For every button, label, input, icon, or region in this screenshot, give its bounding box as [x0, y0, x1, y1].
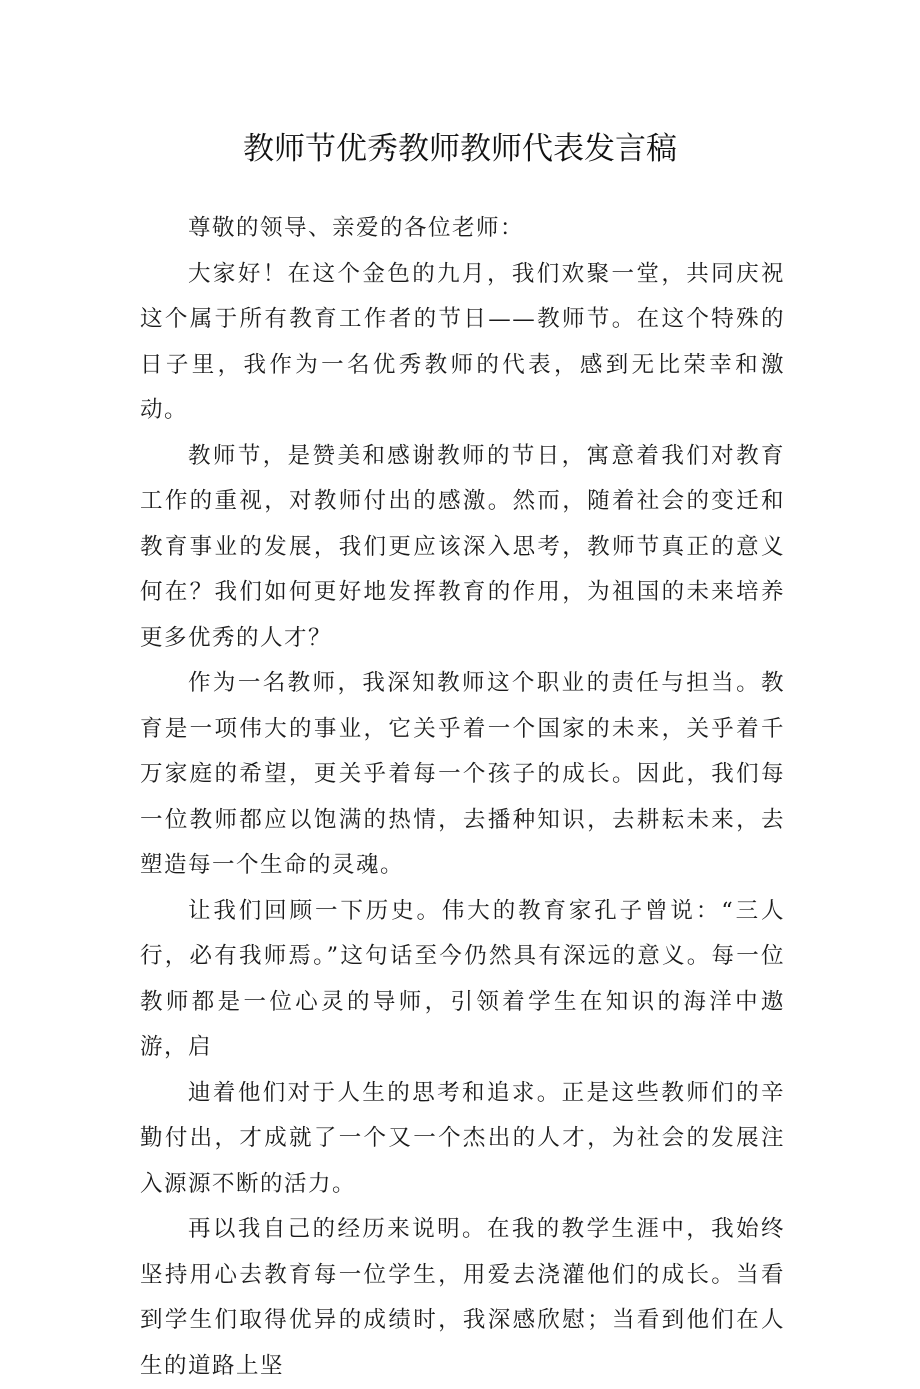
paragraph-history: 让我们回顾一下历史。伟大的教育家孔子曾说：“三人行，必有我师焉。”这句话至今仍然具有深远的意义。每一位教师都是一位心灵的导师，引领着学生在知识的海洋中遨游，启: [140, 897, 785, 1060]
paragraph-salutation: 尊敬的领导、亲爱的各位老师：: [188, 215, 525, 241]
paragraph-responsibility: 作为一名教师，我深知教师这个职业的责任与担当。教育是一项伟大的事业，它关乎着一个国家的未来，关乎着千万家庭的希望，更关乎着每一个孩子的成长。因此，我们每一位教师都应以饱满的热情，去播种知识，去耕耘未来，去塑造每一个生命的灵魂。: [140, 670, 785, 878]
paragraph-greeting: 大家好！在这个金色的九月，我们欢聚一堂，共同庆祝这个属于所有教育工作者的节日——教师节。在这个特殊的日子里，我作为一名优秀教师的代表，感到无比荣幸和激动。: [140, 260, 785, 423]
paragraph-experience: 再以我自己的经历来说明。在我的教学生涯中，我始终坚持用心去教育每一位学生，用爱去浇灌他们的成长。当看到学生们取得优异的成绩时，我深感欣慰；当看到他们在人生的道路上坚: [140, 1216, 785, 1379]
document-body: [140, 206, 785, 1389]
document-title: 教师节优秀教师教师代表发言稿: [243, 131, 677, 167]
paragraph-meaning: 教师节，是赞美和感谢教师的节日，寓意着我们对教育工作的重视，对教师付出的感激。然而，随着社会的变迁和教育事业的发展，我们更应该深入思考，教师节真正的意义何在？我们如何更好地发挥教育的作用，为祖国的未来培养更多优秀的人才？: [140, 442, 785, 651]
paragraph-history-continued: 迪着他们对于人生的思考和追求。正是这些教师们的辛勤付出，才成就了一个又一个杰出的人才，为社会的发展注入源源不断的活力。: [140, 1079, 785, 1197]
